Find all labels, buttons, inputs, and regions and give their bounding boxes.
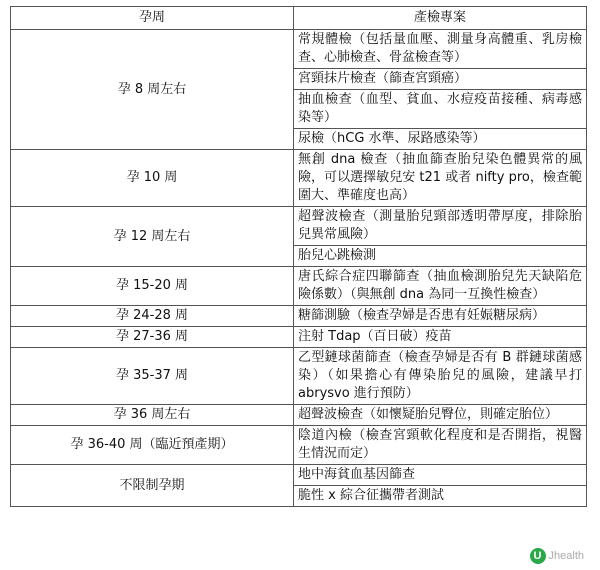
checkup-item-cell: 宮頸抹片檢查（篩查宮頸癌） xyxy=(294,69,587,90)
checkup-item-cell: 陰道內檢（檢查宮頸軟化程度和是否開指，視醫生情況而定） xyxy=(294,426,587,465)
week-cell: 孕 24-28 周 xyxy=(11,306,294,327)
header-week: 孕周 xyxy=(11,7,294,30)
table-row xyxy=(11,306,587,327)
week-cell: 孕 36-40 周（臨近預產期） xyxy=(11,426,294,465)
table-row xyxy=(11,207,587,246)
checkup-item-cell: 糖篩測驗（檢查孕婦是否患有妊娠糖尿病） xyxy=(294,306,587,327)
watermark-logo xyxy=(530,548,584,564)
checkup-item-cell: 超聲波檢查（測量胎兒頸部透明帶厚度，排除胎兒異常風險） xyxy=(294,207,587,246)
checkup-item-cell: 乙型鏈球菌篩查（檢查孕婦是否有 B 群鏈球菌感染）（如果擔心有傳染胎兒的風險，建議早打 abrysvo 進行預防） xyxy=(294,348,587,405)
table-row xyxy=(11,405,587,426)
checkup-item-cell: 抽血檢查（血型、貧血、水痘疫苗接種、病毒感染等） xyxy=(294,90,587,129)
prenatal-checkup-table xyxy=(10,6,587,507)
table-row xyxy=(11,327,587,348)
table-row xyxy=(11,426,587,465)
checkup-item-cell: 超聲波檢查（如懷疑胎兒臀位，則確定胎位） xyxy=(294,405,587,426)
week-cell: 孕 27-36 周 xyxy=(11,327,294,348)
table-row xyxy=(11,267,587,306)
table-body xyxy=(11,30,587,507)
checkup-item-cell: 胎兒心跳檢測 xyxy=(294,246,587,267)
week-cell: 不限制孕期 xyxy=(11,465,294,507)
watermark-text: Jhealth xyxy=(548,550,584,562)
table-row xyxy=(11,465,587,486)
table-row xyxy=(11,348,587,405)
checkup-item-cell: 地中海貧血基因篩查 xyxy=(294,465,587,486)
header-row xyxy=(11,7,587,30)
week-cell: 孕 36 周左右 xyxy=(11,405,294,426)
week-cell: 孕 15-20 周 xyxy=(11,267,294,306)
table-row xyxy=(11,30,587,69)
checkup-item-cell: 無創 dna 檢查（抽血篩查胎兒染色體異常的風險，可以選擇敏兒安 t21 或者 nifty pro，檢查範圍大、準確度也高） xyxy=(294,150,587,207)
u-logo-icon: U xyxy=(530,548,546,564)
week-cell: 孕 12 周左右 xyxy=(11,207,294,267)
checkup-item-cell: 脆性 x 綜合征攜帶者測試 xyxy=(294,486,587,507)
checkup-item-cell: 注射 Tdap（百日破）疫苗 xyxy=(294,327,587,348)
table-row xyxy=(11,150,587,207)
week-cell: 孕 10 周 xyxy=(11,150,294,207)
week-cell: 孕 35-37 周 xyxy=(11,348,294,405)
checkup-item-cell: 唐氏綜合症四聯篩查（抽血檢測胎兒先天缺陷危險係數）（與無創 dna 為同一互換性檢查） xyxy=(294,267,587,306)
header-checkup-items: 產檢專案 xyxy=(294,7,587,30)
week-cell: 孕 8 周左右 xyxy=(11,30,294,150)
checkup-item-cell: 常規體檢（包括量血壓、測量身高體重、乳房檢查、心肺檢查、骨盆檢查等） xyxy=(294,30,587,69)
checkup-item-cell: 尿檢（hCG 水準、尿路感染等） xyxy=(294,129,587,150)
